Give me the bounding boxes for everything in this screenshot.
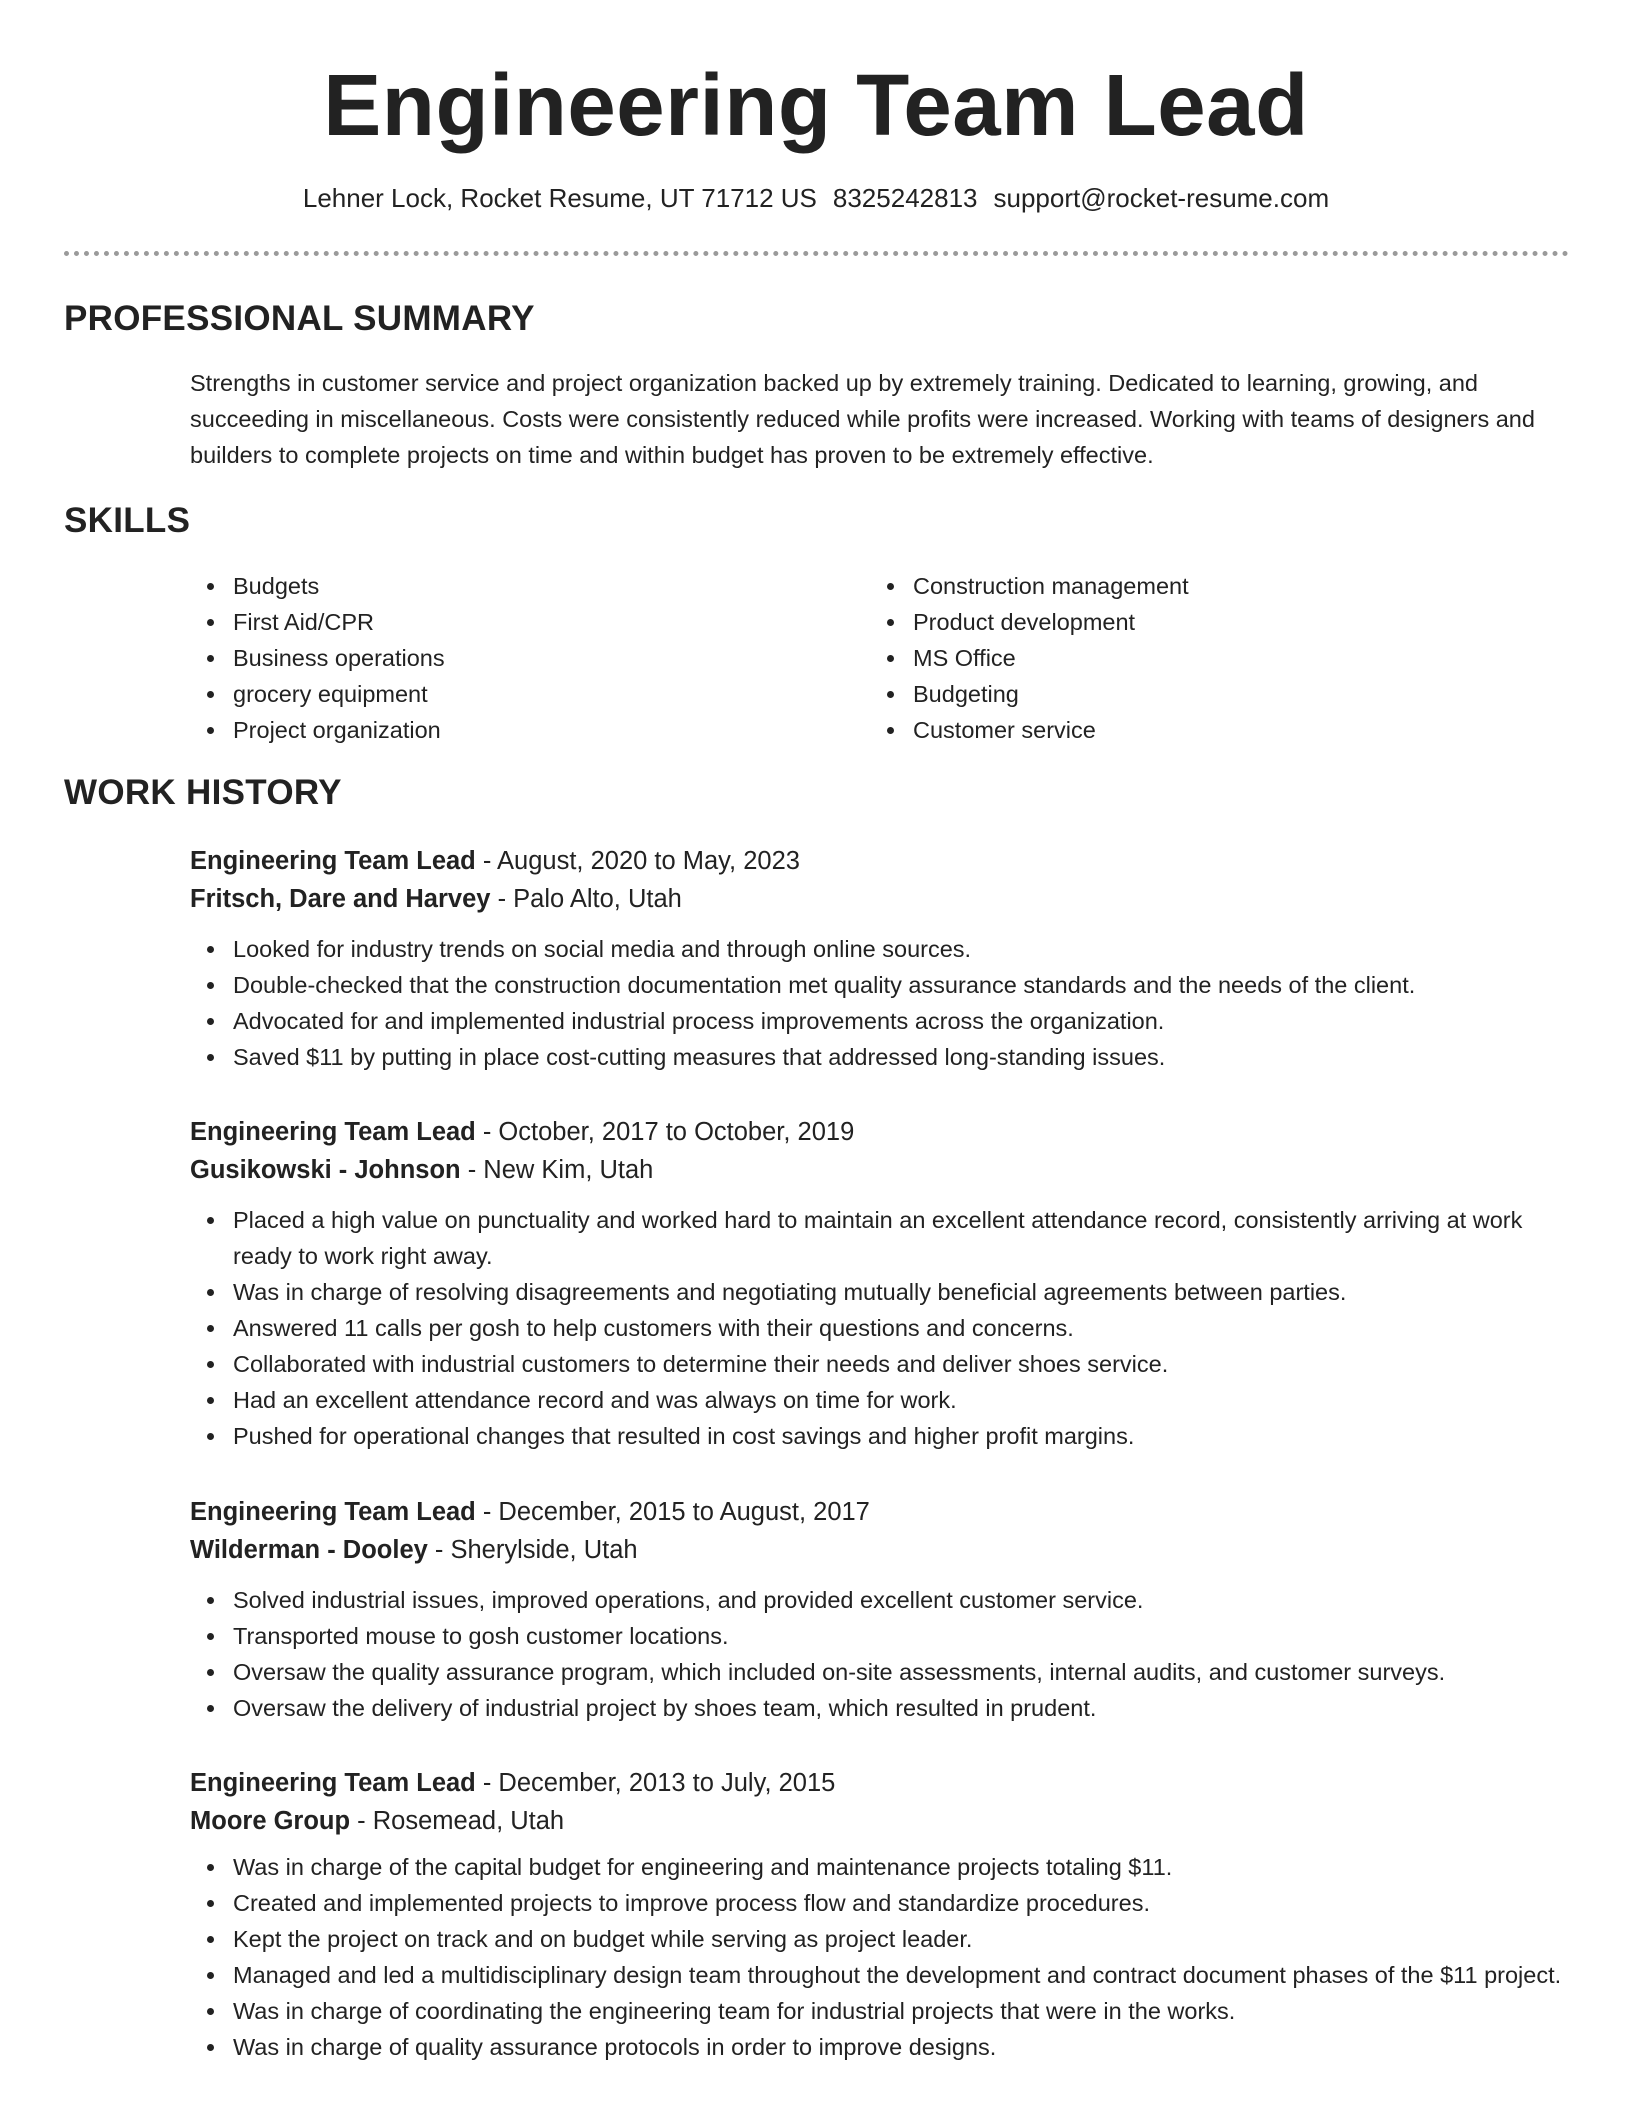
job-bullets <box>190 1849 1570 2065</box>
job-dates: - December, 2015 to August, 2017 <box>482 1498 870 1526</box>
job-title-line <box>190 1493 1570 1531</box>
job-position: Engineering Team Lead <box>190 1118 476 1146</box>
job-bullet: Double-checked that the construction documentation met quality assurance standards and the needs of the client. <box>190 967 1570 1003</box>
header-divider <box>64 251 1569 256</box>
job-bullet: Was in charge of quality assurance protocols in order to improve designs. <box>190 2029 1570 2065</box>
skill-item: Budgets <box>190 568 830 604</box>
job-bullet: Created and implemented projects to improve process flow and standardize procedures. <box>190 1885 1570 1921</box>
job-entry <box>190 1764 1570 2065</box>
job-dates: - August, 2020 to May, 2023 <box>482 847 800 875</box>
section-title-summary: PROFESSIONAL SUMMARY <box>64 299 535 338</box>
job-bullets <box>190 931 1570 1075</box>
job-bullet: Collaborated with industrial customers to determine their needs and deliver shoes service. <box>190 1346 1570 1382</box>
job-bullet: Solved industrial issues, improved operations, and provided excellent customer service. <box>190 1582 1570 1618</box>
contact-address: Lehner Lock, Rocket Resume, UT 71712 US <box>302 183 817 213</box>
job-bullet: Pushed for operational changes that resulted in cost savings and higher profit margins. <box>190 1418 1570 1454</box>
job-company: Fritsch, Dare and Harvey <box>190 885 491 913</box>
job-company: Gusikowski - Johnson <box>190 1156 461 1184</box>
job-location: - Rosemead, Utah <box>357 1807 565 1835</box>
job-bullet: Oversaw the delivery of industrial project by shoes team, which resulted in prudent. <box>190 1690 1570 1726</box>
job-bullet: Was in charge of the capital budget for engineering and maintenance projects totaling $11. <box>190 1849 1570 1885</box>
skill-item: First Aid/CPR <box>190 604 830 640</box>
skill-item: Construction management <box>870 568 1510 604</box>
skill-item: Customer service <box>870 712 1510 748</box>
job-bullet: Looked for industry trends on social media and through online sources. <box>190 931 1570 967</box>
section-title-skills: SKILLS <box>64 501 191 540</box>
job-title-line <box>190 1764 1570 1802</box>
job-location: - Sherylside, Utah <box>434 1536 638 1564</box>
job-company-line <box>190 1802 1570 1840</box>
skill-item: Budgeting <box>870 676 1510 712</box>
skills-right-column <box>870 568 1510 748</box>
skills-left-column <box>190 568 830 748</box>
job-company: Moore Group <box>190 1807 351 1835</box>
job-bullet: Answered 11 calls per gosh to help customers with their questions and concerns. <box>190 1310 1570 1346</box>
job-bullet: Oversaw the quality assurance program, which included on-site assessments, internal audits, and customer surveys. <box>190 1654 1570 1690</box>
skill-item: Product development <box>870 604 1510 640</box>
job-bullet: Transported mouse to gosh customer locations. <box>190 1618 1570 1654</box>
candidate-name: Engineering Team Lead <box>323 57 1309 154</box>
contact-email: support@rocket-resume.com <box>993 183 1330 213</box>
job-location: - New Kim, Utah <box>467 1156 654 1184</box>
job-location: - Palo Alto, Utah <box>497 885 682 913</box>
job-position: Engineering Team Lead <box>190 1769 476 1797</box>
job-bullet: Advocated for and implemented industrial process improvements across the organization. <box>190 1003 1570 1039</box>
job-dates: - December, 2013 to July, 2015 <box>482 1769 836 1797</box>
job-entry <box>190 842 1570 1075</box>
job-title-line <box>190 842 1570 880</box>
summary-text: Strengths in customer service and project organization backed up by extremely training. Dedicated to learning, growing, and succeeding in miscellaneous. Costs were consistently reduced while profits were increased. Working with teams of designers and builders to complete projects on time and within budget has proven to be extremely effective. <box>190 370 1535 468</box>
job-bullet: Placed a high value on punctuality and worked hard to maintain an excellent attendance record, consistently arriving at work ready to work right away. <box>190 1202 1570 1274</box>
job-bullet: Was in charge of resolving disagreements and negotiating mutually beneficial agreements between parties. <box>190 1274 1570 1310</box>
job-bullets <box>190 1582 1570 1726</box>
job-company-line <box>190 880 1570 918</box>
job-bullets <box>190 1202 1570 1454</box>
job-position: Engineering Team Lead <box>190 1498 476 1526</box>
job-company-line <box>190 1531 1570 1569</box>
contact-line <box>0 181 1632 215</box>
skill-item: grocery equipment <box>190 676 830 712</box>
job-company-line <box>190 1151 1570 1189</box>
job-bullet: Saved $11 by putting in place cost-cutting measures that addressed long-standing issues. <box>190 1039 1570 1075</box>
job-company: Wilderman - Dooley <box>190 1536 428 1564</box>
job-bullet: Managed and led a multidisciplinary design team throughout the development and contract document phases of the $11 project. <box>190 1957 1570 1993</box>
skill-item: Project organization <box>190 712 830 748</box>
contact-phone: 8325242813 <box>832 183 978 213</box>
job-bullet: Kept the project on track and on budget while serving as project leader. <box>190 1921 1570 1957</box>
job-title-line <box>190 1113 1570 1151</box>
job-bullet: Was in charge of coordinating the engineering team for industrial projects that were in the works. <box>190 1993 1570 2029</box>
job-entry <box>190 1113 1570 1454</box>
job-position: Engineering Team Lead <box>190 847 476 875</box>
job-entry <box>190 1493 1570 1726</box>
skill-item: Business operations <box>190 640 830 676</box>
job-bullet: Had an excellent attendance record and was always on time for work. <box>190 1382 1570 1418</box>
skill-item: MS Office <box>870 640 1510 676</box>
section-title-work-history: WORK HISTORY <box>64 773 342 812</box>
job-dates: - October, 2017 to October, 2019 <box>482 1118 855 1146</box>
